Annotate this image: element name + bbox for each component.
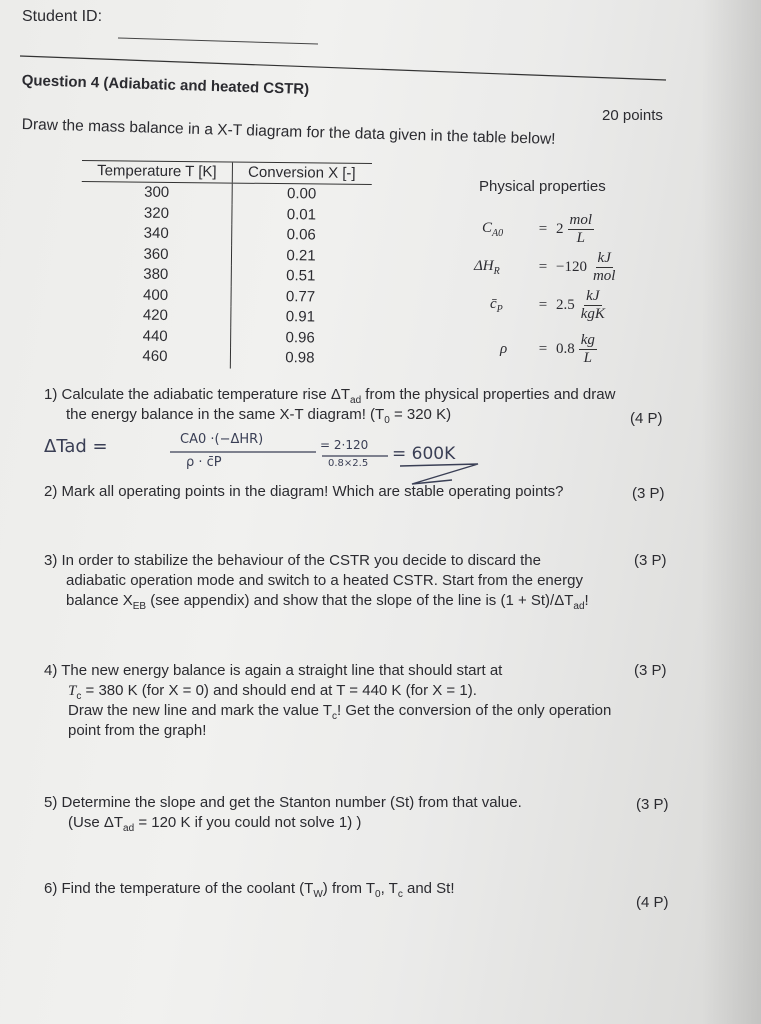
task-4-line2 <box>68 682 477 702</box>
cell-conversion: 0.96 <box>285 328 315 346</box>
unit-denominator: L <box>583 350 592 366</box>
task-text: (see appendix) and show that the slope of the line is (1 + St)/ΔT <box>146 592 574 609</box>
unit-denominator: L <box>576 230 585 246</box>
cell-temperature: 420 <box>80 305 231 327</box>
task-6-points: (4 P) <box>636 894 669 911</box>
unit-numerator: kJ <box>597 250 611 266</box>
unit-numerator: kJ <box>586 288 600 304</box>
page-shadow <box>701 0 761 1024</box>
task-5 <box>44 794 522 811</box>
task-3-line3 <box>66 592 589 612</box>
table-header <box>82 160 372 185</box>
student-id-blank <box>118 38 318 44</box>
task-number: 4) <box>44 662 58 679</box>
handwritten-result: = 600K <box>392 444 456 464</box>
task-2-points: (3 P) <box>632 485 665 502</box>
task-text: Mark all operating points in the diagram! Which are stable operating points? <box>61 483 564 500</box>
task-text: T <box>68 683 77 699</box>
task-text: = 380 K (for X = 0) and should end at T = 440 K (for X = 1). <box>81 682 477 699</box>
property-equals: = <box>538 221 548 237</box>
cell-conversion: 0.06 <box>286 226 316 244</box>
property-symbol: ΔH <box>474 258 494 274</box>
property-cp <box>490 288 607 323</box>
cell-conversion: 0.00 <box>286 185 317 203</box>
property-subscript: P <box>496 304 503 315</box>
property-rho <box>500 332 597 367</box>
cell-conversion: 0.98 <box>285 349 315 367</box>
task-text: Calculate the adiabatic temperature rise ΔT <box>61 386 351 403</box>
task-number: 3) <box>44 552 58 569</box>
task-subscript: ad <box>350 395 362 406</box>
cell-temperature: 380 <box>81 264 232 286</box>
task-4-line4: point from the graph! <box>68 722 207 739</box>
handwritten-frac1-num: CA0 ·(−ΔHR) <box>180 432 264 447</box>
task-subscript: EB <box>132 601 147 612</box>
task-text: the energy balance in the same X-T diagram! (T <box>66 406 385 423</box>
task-5-line2 <box>68 814 361 834</box>
task-subscript: ad <box>123 823 135 834</box>
property-subscript: A0 <box>492 228 504 239</box>
task-text: ! <box>584 592 589 609</box>
handwritten-lhs: ΔTad = <box>44 436 108 457</box>
task-text: The new energy balance is again a straight line that should start at <box>61 662 503 679</box>
property-equals: = <box>538 297 548 313</box>
task-4 <box>44 662 502 679</box>
task-3-line2: adiabatic operation mode and switch to a heated CSTR. Start from the energy <box>66 572 583 589</box>
task-subscript: 0 <box>384 415 390 426</box>
task-1-line2 <box>66 406 451 426</box>
cell-conversion: 0.21 <box>286 246 316 264</box>
task-1 <box>44 386 615 406</box>
table-header-conversion: Conversion X [-] <box>248 163 356 182</box>
property-unit <box>579 332 597 367</box>
handwritten-frac1-den: ρ · c̄P <box>186 455 222 470</box>
task-3 <box>44 552 541 569</box>
cell-conversion: 0.77 <box>285 287 316 305</box>
cell-temperature: 340 <box>81 223 232 245</box>
property-dhr <box>474 250 617 285</box>
property-equals: = <box>538 341 548 357</box>
task-text: Draw the new line and mark the value T <box>68 702 333 719</box>
cell-temperature: 460 <box>80 346 231 368</box>
property-symbol: c̄ <box>490 296 497 312</box>
task-text: (Use ΔT <box>68 814 124 831</box>
unit-numerator: kg <box>580 332 595 348</box>
cell-conversion: 0.01 <box>286 205 317 223</box>
property-value: 2 <box>556 221 564 237</box>
handwritten-eq2-num: = 2·120 <box>320 438 369 452</box>
task-3-points: (3 P) <box>634 552 667 569</box>
task-text: Determine the slope and get the Stanton number (St) from that value. <box>61 794 522 811</box>
cell-temperature: 320 <box>81 202 232 224</box>
task-4-points: (3 P) <box>634 662 667 679</box>
table-header-temperature: Temperature T [K] <box>82 161 233 183</box>
task-6 <box>44 880 455 900</box>
unit-denominator: kgK <box>580 306 605 322</box>
cell-temperature: 400 <box>80 284 231 306</box>
task-text: = 320 K) <box>389 406 452 423</box>
task-text: , T <box>380 880 398 897</box>
task-number: 1) <box>44 386 58 403</box>
property-ca0 <box>482 212 594 247</box>
task-subscript: 0 <box>375 889 381 900</box>
cell-conversion: 0.91 <box>285 308 316 326</box>
task-subscript: W <box>313 889 323 900</box>
task-subscript: c <box>76 691 82 702</box>
unit-numerator: mol <box>569 212 592 228</box>
task-1-points: (4 P) <box>630 410 663 427</box>
handwritten-fracbar-1 <box>170 450 320 454</box>
task-subscript: ad <box>573 601 585 612</box>
task-text: Find the temperature of the coolant (T <box>61 880 314 897</box>
task-number: 5) <box>44 794 58 811</box>
question-points: 20 points <box>602 107 663 124</box>
property-unit <box>591 250 618 285</box>
unit-denominator: mol <box>592 268 616 284</box>
table-row <box>80 346 370 370</box>
task-text: ) from T <box>322 880 376 897</box>
handwritten-eq2-den: 0.8×2.5 <box>328 458 369 469</box>
property-subscript: R <box>493 266 500 277</box>
cell-temperature: 300 <box>82 182 233 204</box>
cell-conversion: 0.51 <box>286 267 316 285</box>
cell-temperature: 440 <box>80 325 231 347</box>
task-subscript: c <box>397 889 403 900</box>
question-title: Question 4 (Adiabatic and heated CSTR) <box>21 72 310 99</box>
property-value: 2.5 <box>556 297 575 313</box>
cell-temperature: 360 <box>81 243 232 265</box>
property-equals: = <box>538 259 548 275</box>
task-text: and St! <box>402 880 455 897</box>
task-text: ! Get the conversion of the only operation <box>337 702 612 719</box>
property-unit <box>579 288 607 323</box>
task-text: balance X <box>66 592 133 609</box>
task-text: = 120 K if you could not solve 1) ) <box>134 814 362 831</box>
task-number: 2) <box>44 483 58 500</box>
task-number: 6) <box>44 880 58 897</box>
physical-properties-title: Physical properties <box>479 178 606 195</box>
task-5-points: (3 P) <box>636 796 669 813</box>
task-subscript: c <box>332 711 338 722</box>
property-unit <box>568 212 595 247</box>
property-value: −120 <box>556 259 587 275</box>
property-symbol: C <box>482 220 493 236</box>
data-table <box>80 160 372 370</box>
task-text: In order to stabilize the behaviour of the CSTR you decide to discard the <box>61 552 541 569</box>
student-id-label: Student ID: <box>22 8 103 25</box>
task-4-line3 <box>68 702 611 722</box>
property-symbol: ρ <box>500 341 508 357</box>
property-value: 0.8 <box>556 341 575 357</box>
question-intro: Draw the mass balance in a X-T diagram for the data given in the table below! <box>21 116 556 148</box>
task-2 <box>44 483 563 500</box>
task-text: from the physical properties and draw <box>361 386 616 403</box>
